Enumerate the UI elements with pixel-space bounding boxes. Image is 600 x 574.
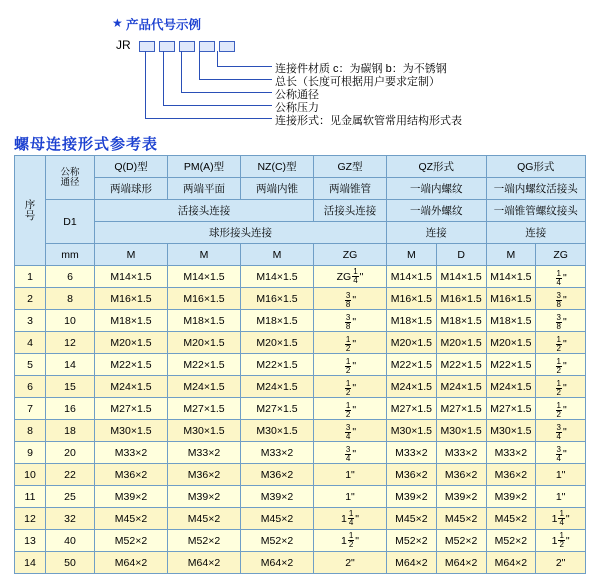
header-unit-qg-zg: ZG <box>536 244 586 266</box>
cell-qg-zg: $\frac{1}{2}$ " <box>536 398 586 420</box>
product-code-diagram <box>0 0 600 130</box>
leader-line-v-4 <box>199 51 200 79</box>
cell-gz: ZG $\frac{1}{4}$ " <box>314 266 387 288</box>
leader-line-v-3 <box>181 51 182 92</box>
cell-qd: M52×2 <box>95 530 168 552</box>
cell-gz: 2" <box>314 552 387 574</box>
header-unit-gz-zg: ZG <box>314 244 387 266</box>
cell-seq: 14 <box>15 552 46 574</box>
header-pm-desc: 两端平面 <box>168 178 241 200</box>
cell-qg-m: M45×2 <box>486 508 536 530</box>
table-row <box>15 398 586 420</box>
cell-qd: M18×1.5 <box>95 310 168 332</box>
cell-nz: M14×1.5 <box>241 266 314 288</box>
cell-seq: 2 <box>15 288 46 310</box>
cell-nz: M22×1.5 <box>241 354 314 376</box>
cell-gz: $\frac{1}{2}$ " <box>314 332 387 354</box>
header-qz-connection: 连接 <box>387 222 487 244</box>
cell-qd: M16×1.5 <box>95 288 168 310</box>
header-qz-desc: 一端内螺纹 <box>387 178 487 200</box>
table-header <box>15 156 586 266</box>
cell-dn: 25 <box>46 486 95 508</box>
cell-nz: M33×2 <box>241 442 314 464</box>
code-box-5 <box>219 41 235 52</box>
cell-qz-m: M39×2 <box>387 486 437 508</box>
cell-gz: 1" <box>314 486 387 508</box>
cell-qg-zg: $\frac{3}{8}$ " <box>536 310 586 332</box>
cell-qg-m: M20×1.5 <box>486 332 536 354</box>
cell-qg-m: M36×2 <box>486 464 536 486</box>
cell-qd: M27×1.5 <box>95 398 168 420</box>
cell-qg-zg: 1 $\frac{1}{2}$ " <box>536 530 586 552</box>
cell-pm: M24×1.5 <box>168 376 241 398</box>
header-group-qg: QG形式 <box>486 156 586 178</box>
cell-gz: 1 $\frac{1}{2}$ " <box>314 530 387 552</box>
leader-line-h-3 <box>181 92 272 93</box>
table-row <box>15 508 586 530</box>
cell-pm: M45×2 <box>168 508 241 530</box>
code-box-4 <box>199 41 215 52</box>
cell-qz-m: M22×1.5 <box>387 354 437 376</box>
cell-qz-m: M18×1.5 <box>387 310 437 332</box>
cell-seq: 6 <box>15 376 46 398</box>
cell-qg-zg: $\frac{1}{2}$ " <box>536 376 586 398</box>
star-icon: ★ <box>112 16 123 30</box>
cell-pm: M36×2 <box>168 464 241 486</box>
cell-gz: $\frac{3}{8}$ " <box>314 288 387 310</box>
cell-qz-m: M64×2 <box>387 552 437 574</box>
code-boxes <box>139 41 235 52</box>
cell-qz-d: M52×2 <box>436 530 486 552</box>
header-unit-qd-m: M <box>95 244 168 266</box>
cell-qz-d: M16×1.5 <box>436 288 486 310</box>
cell-nz: M16×1.5 <box>241 288 314 310</box>
header-qz-external-thread: 一端外螺纹 <box>387 200 487 222</box>
cell-dn: 8 <box>46 288 95 310</box>
header-row-4 <box>15 222 586 244</box>
leader-line-v-5 <box>217 51 218 66</box>
cell-dn: 10 <box>46 310 95 332</box>
header-ball-joint-connection: 球形接头连接 <box>95 222 387 244</box>
cell-gz: $\frac{1}{2}$ " <box>314 354 387 376</box>
cell-qz-m: M24×1.5 <box>387 376 437 398</box>
cell-qz-d: M14×1.5 <box>436 266 486 288</box>
header-row-2 <box>15 178 586 200</box>
cell-qg-zg: 1" <box>536 464 586 486</box>
cell-dn: 32 <box>46 508 95 530</box>
cell-qz-m: M27×1.5 <box>387 398 437 420</box>
header-seq: 序 号 <box>15 156 46 266</box>
cell-qz-d: M39×2 <box>436 486 486 508</box>
cell-seq: 1 <box>15 266 46 288</box>
cell-nz: M20×1.5 <box>241 332 314 354</box>
nut-connection-reference-table <box>14 155 586 574</box>
cell-qz-d: M24×1.5 <box>436 376 486 398</box>
cell-qg-m: M24×1.5 <box>486 376 536 398</box>
table-row <box>15 376 586 398</box>
header-unit-qz-m: M <box>387 244 437 266</box>
table-row <box>15 266 586 288</box>
header-unit-qz-d: D <box>436 244 486 266</box>
cell-qz-d: M27×1.5 <box>436 398 486 420</box>
cell-gz: 1 $\frac{1}{4}$ " <box>314 508 387 530</box>
header-qg-taper-joint: 一端锥管螺纹接头 <box>486 200 586 222</box>
cell-dn: 16 <box>46 398 95 420</box>
cell-nz: M18×1.5 <box>241 310 314 332</box>
cell-dn: 6 <box>46 266 95 288</box>
cell-qg-zg: 1 $\frac{1}{4}$ " <box>536 508 586 530</box>
code-box-1 <box>139 41 155 52</box>
header-group-nz: NZ(C)型 <box>241 156 314 178</box>
cell-nz: M64×2 <box>241 552 314 574</box>
header-group-pm: PM(A)型 <box>168 156 241 178</box>
header-unit-nz-m: M <box>241 244 314 266</box>
leader-line-v-1 <box>145 51 146 118</box>
cell-dn: 14 <box>46 354 95 376</box>
cell-gz: 1" <box>314 464 387 486</box>
cell-qg-m: M27×1.5 <box>486 398 536 420</box>
cell-seq: 8 <box>15 420 46 442</box>
header-group-qz: QZ形式 <box>387 156 487 178</box>
cell-qz-m: M45×2 <box>387 508 437 530</box>
header-unit-mm: mm <box>46 244 95 266</box>
cell-qz-d: M64×2 <box>436 552 486 574</box>
cell-qg-m: M30×1.5 <box>486 420 536 442</box>
cell-qz-m: M16×1.5 <box>387 288 437 310</box>
cell-qd: M36×2 <box>95 464 168 486</box>
legend-material: 连接件材质 c：为碳钢 b：为不锈钢 <box>275 63 447 75</box>
cell-dn: 15 <box>46 376 95 398</box>
table-row <box>15 332 586 354</box>
cell-dn: 50 <box>46 552 95 574</box>
header-unit-qg-m: M <box>486 244 536 266</box>
cell-qg-zg: $\frac{3}{8}$ " <box>536 288 586 310</box>
cell-pm: M22×1.5 <box>168 354 241 376</box>
cell-qz-d: M33×2 <box>436 442 486 464</box>
header-group-gz: GZ型 <box>314 156 387 178</box>
cell-pm: M33×2 <box>168 442 241 464</box>
cell-qd: M22×1.5 <box>95 354 168 376</box>
code-box-2 <box>159 41 175 52</box>
leader-line-h-2 <box>199 79 272 80</box>
cell-gz: $\frac{1}{2}$ " <box>314 376 387 398</box>
cell-qd: M45×2 <box>95 508 168 530</box>
cell-pm: M18×1.5 <box>168 310 241 332</box>
cell-seq: 10 <box>15 464 46 486</box>
cell-qz-m: M20×1.5 <box>387 332 437 354</box>
cell-qz-d: M20×1.5 <box>436 332 486 354</box>
table-body <box>15 266 586 574</box>
cell-qd: M14×1.5 <box>95 266 168 288</box>
leader-line-h-1 <box>217 66 272 67</box>
table-row <box>15 552 586 574</box>
cell-pm: M16×1.5 <box>168 288 241 310</box>
cell-qg-zg: $\frac{1}{2}$ " <box>536 354 586 376</box>
cell-pm: M14×1.5 <box>168 266 241 288</box>
cell-pm: M64×2 <box>168 552 241 574</box>
header-nz-desc: 两端内锥 <box>241 178 314 200</box>
cell-qd: M39×2 <box>95 486 168 508</box>
cell-dn: 12 <box>46 332 95 354</box>
header-qd-desc: 两端球形 <box>95 178 168 200</box>
cell-nz: M45×2 <box>241 508 314 530</box>
cell-dn: 18 <box>46 420 95 442</box>
cell-pm: M30×1.5 <box>168 420 241 442</box>
cell-qg-zg: 1" <box>536 486 586 508</box>
cell-qd: M20×1.5 <box>95 332 168 354</box>
cell-pm: M20×1.5 <box>168 332 241 354</box>
cell-seq: 5 <box>15 354 46 376</box>
table-row <box>15 420 586 442</box>
cell-qd: M33×2 <box>95 442 168 464</box>
cell-qg-m: M33×2 <box>486 442 536 464</box>
cell-qz-d: M22×1.5 <box>436 354 486 376</box>
cell-seq: 7 <box>15 398 46 420</box>
cell-qd: M24×1.5 <box>95 376 168 398</box>
header-gz-desc: 两端锥管 <box>314 178 387 200</box>
cell-seq: 4 <box>15 332 46 354</box>
cell-qz-m: M14×1.5 <box>387 266 437 288</box>
cell-qz-d: M45×2 <box>436 508 486 530</box>
cell-gz: $\frac{3}{8}$ " <box>314 310 387 332</box>
cell-pm: M27×1.5 <box>168 398 241 420</box>
code-prefix-label: JR <box>116 38 131 52</box>
table-row <box>15 486 586 508</box>
cell-qg-m: M16×1.5 <box>486 288 536 310</box>
cell-seq: 9 <box>15 442 46 464</box>
cell-qg-m: M14×1.5 <box>486 266 536 288</box>
header-union-connection: 活接头连接 <box>95 200 314 222</box>
legend-nominal-press: 公称压力 <box>275 102 319 114</box>
leader-line-h-5 <box>145 118 272 119</box>
cell-qg-m: M52×2 <box>486 530 536 552</box>
header-qg-connection: 连接 <box>486 222 586 244</box>
cell-nz: M24×1.5 <box>241 376 314 398</box>
cell-qz-m: M30×1.5 <box>387 420 437 442</box>
cell-qd: M64×2 <box>95 552 168 574</box>
table-row <box>15 442 586 464</box>
cell-seq: 11 <box>15 486 46 508</box>
cell-gz: $\frac{3}{4}$ " <box>314 420 387 442</box>
cell-gz: $\frac{3}{4}$ " <box>314 442 387 464</box>
leader-line-v-2 <box>163 51 164 105</box>
header-gz-union: 活接头连接 <box>314 200 387 222</box>
cell-nz: M27×1.5 <box>241 398 314 420</box>
diagram-title: 产品代号示例 <box>126 18 202 32</box>
table-title: 螺母连接形式参考表 <box>14 136 159 153</box>
cell-qz-m: M52×2 <box>387 530 437 552</box>
header-d1: D1 <box>46 200 95 244</box>
legend-total-length: 总长（长度可根据用户要求定制） <box>275 76 440 88</box>
header-unit-pm-m: M <box>168 244 241 266</box>
cell-nz: M39×2 <box>241 486 314 508</box>
cell-qz-d: M18×1.5 <box>436 310 486 332</box>
header-row-3 <box>15 200 586 222</box>
table-row <box>15 288 586 310</box>
cell-nz: M52×2 <box>241 530 314 552</box>
cell-seq: 12 <box>15 508 46 530</box>
header-group-qd: Q(D)型 <box>95 156 168 178</box>
cell-qg-m: M18×1.5 <box>486 310 536 332</box>
cell-qg-m: M22×1.5 <box>486 354 536 376</box>
cell-qg-m: M64×2 <box>486 552 536 574</box>
cell-qz-m: M33×2 <box>387 442 437 464</box>
cell-pm: M39×2 <box>168 486 241 508</box>
cell-qg-zg: $\frac{3}{4}$ " <box>536 420 586 442</box>
header-row-units <box>15 244 586 266</box>
header-dn: 公称 通径 <box>46 156 95 200</box>
table-row <box>15 310 586 332</box>
cell-gz: $\frac{1}{2}$ " <box>314 398 387 420</box>
cell-qd: M30×1.5 <box>95 420 168 442</box>
table-row <box>15 530 586 552</box>
header-qg-desc: 一端内螺纹活接头 <box>486 178 586 200</box>
cell-seq: 3 <box>15 310 46 332</box>
table-row <box>15 354 586 376</box>
cell-nz: M36×2 <box>241 464 314 486</box>
cell-pm: M52×2 <box>168 530 241 552</box>
cell-qz-d: M36×2 <box>436 464 486 486</box>
leader-line-h-4 <box>163 105 272 106</box>
cell-dn: 20 <box>46 442 95 464</box>
cell-dn: 22 <box>46 464 95 486</box>
cell-qg-m: M39×2 <box>486 486 536 508</box>
cell-qz-m: M36×2 <box>387 464 437 486</box>
header-row-groups <box>15 156 586 178</box>
legend-nominal-bore: 公称通径 <box>275 89 319 101</box>
cell-nz: M30×1.5 <box>241 420 314 442</box>
cell-qg-zg: $\frac{1}{2}$ " <box>536 332 586 354</box>
table-row <box>15 464 586 486</box>
cell-qg-zg: 2" <box>536 552 586 574</box>
cell-seq: 13 <box>15 530 46 552</box>
cell-qz-d: M30×1.5 <box>436 420 486 442</box>
legend-connect-form: 连接形式：见金属软管常用结构形式表 <box>275 115 462 127</box>
cell-qg-zg: $\frac{3}{4}$ " <box>536 442 586 464</box>
cell-dn: 40 <box>46 530 95 552</box>
cell-qg-zg: $\frac{1}{4}$ " <box>536 266 586 288</box>
